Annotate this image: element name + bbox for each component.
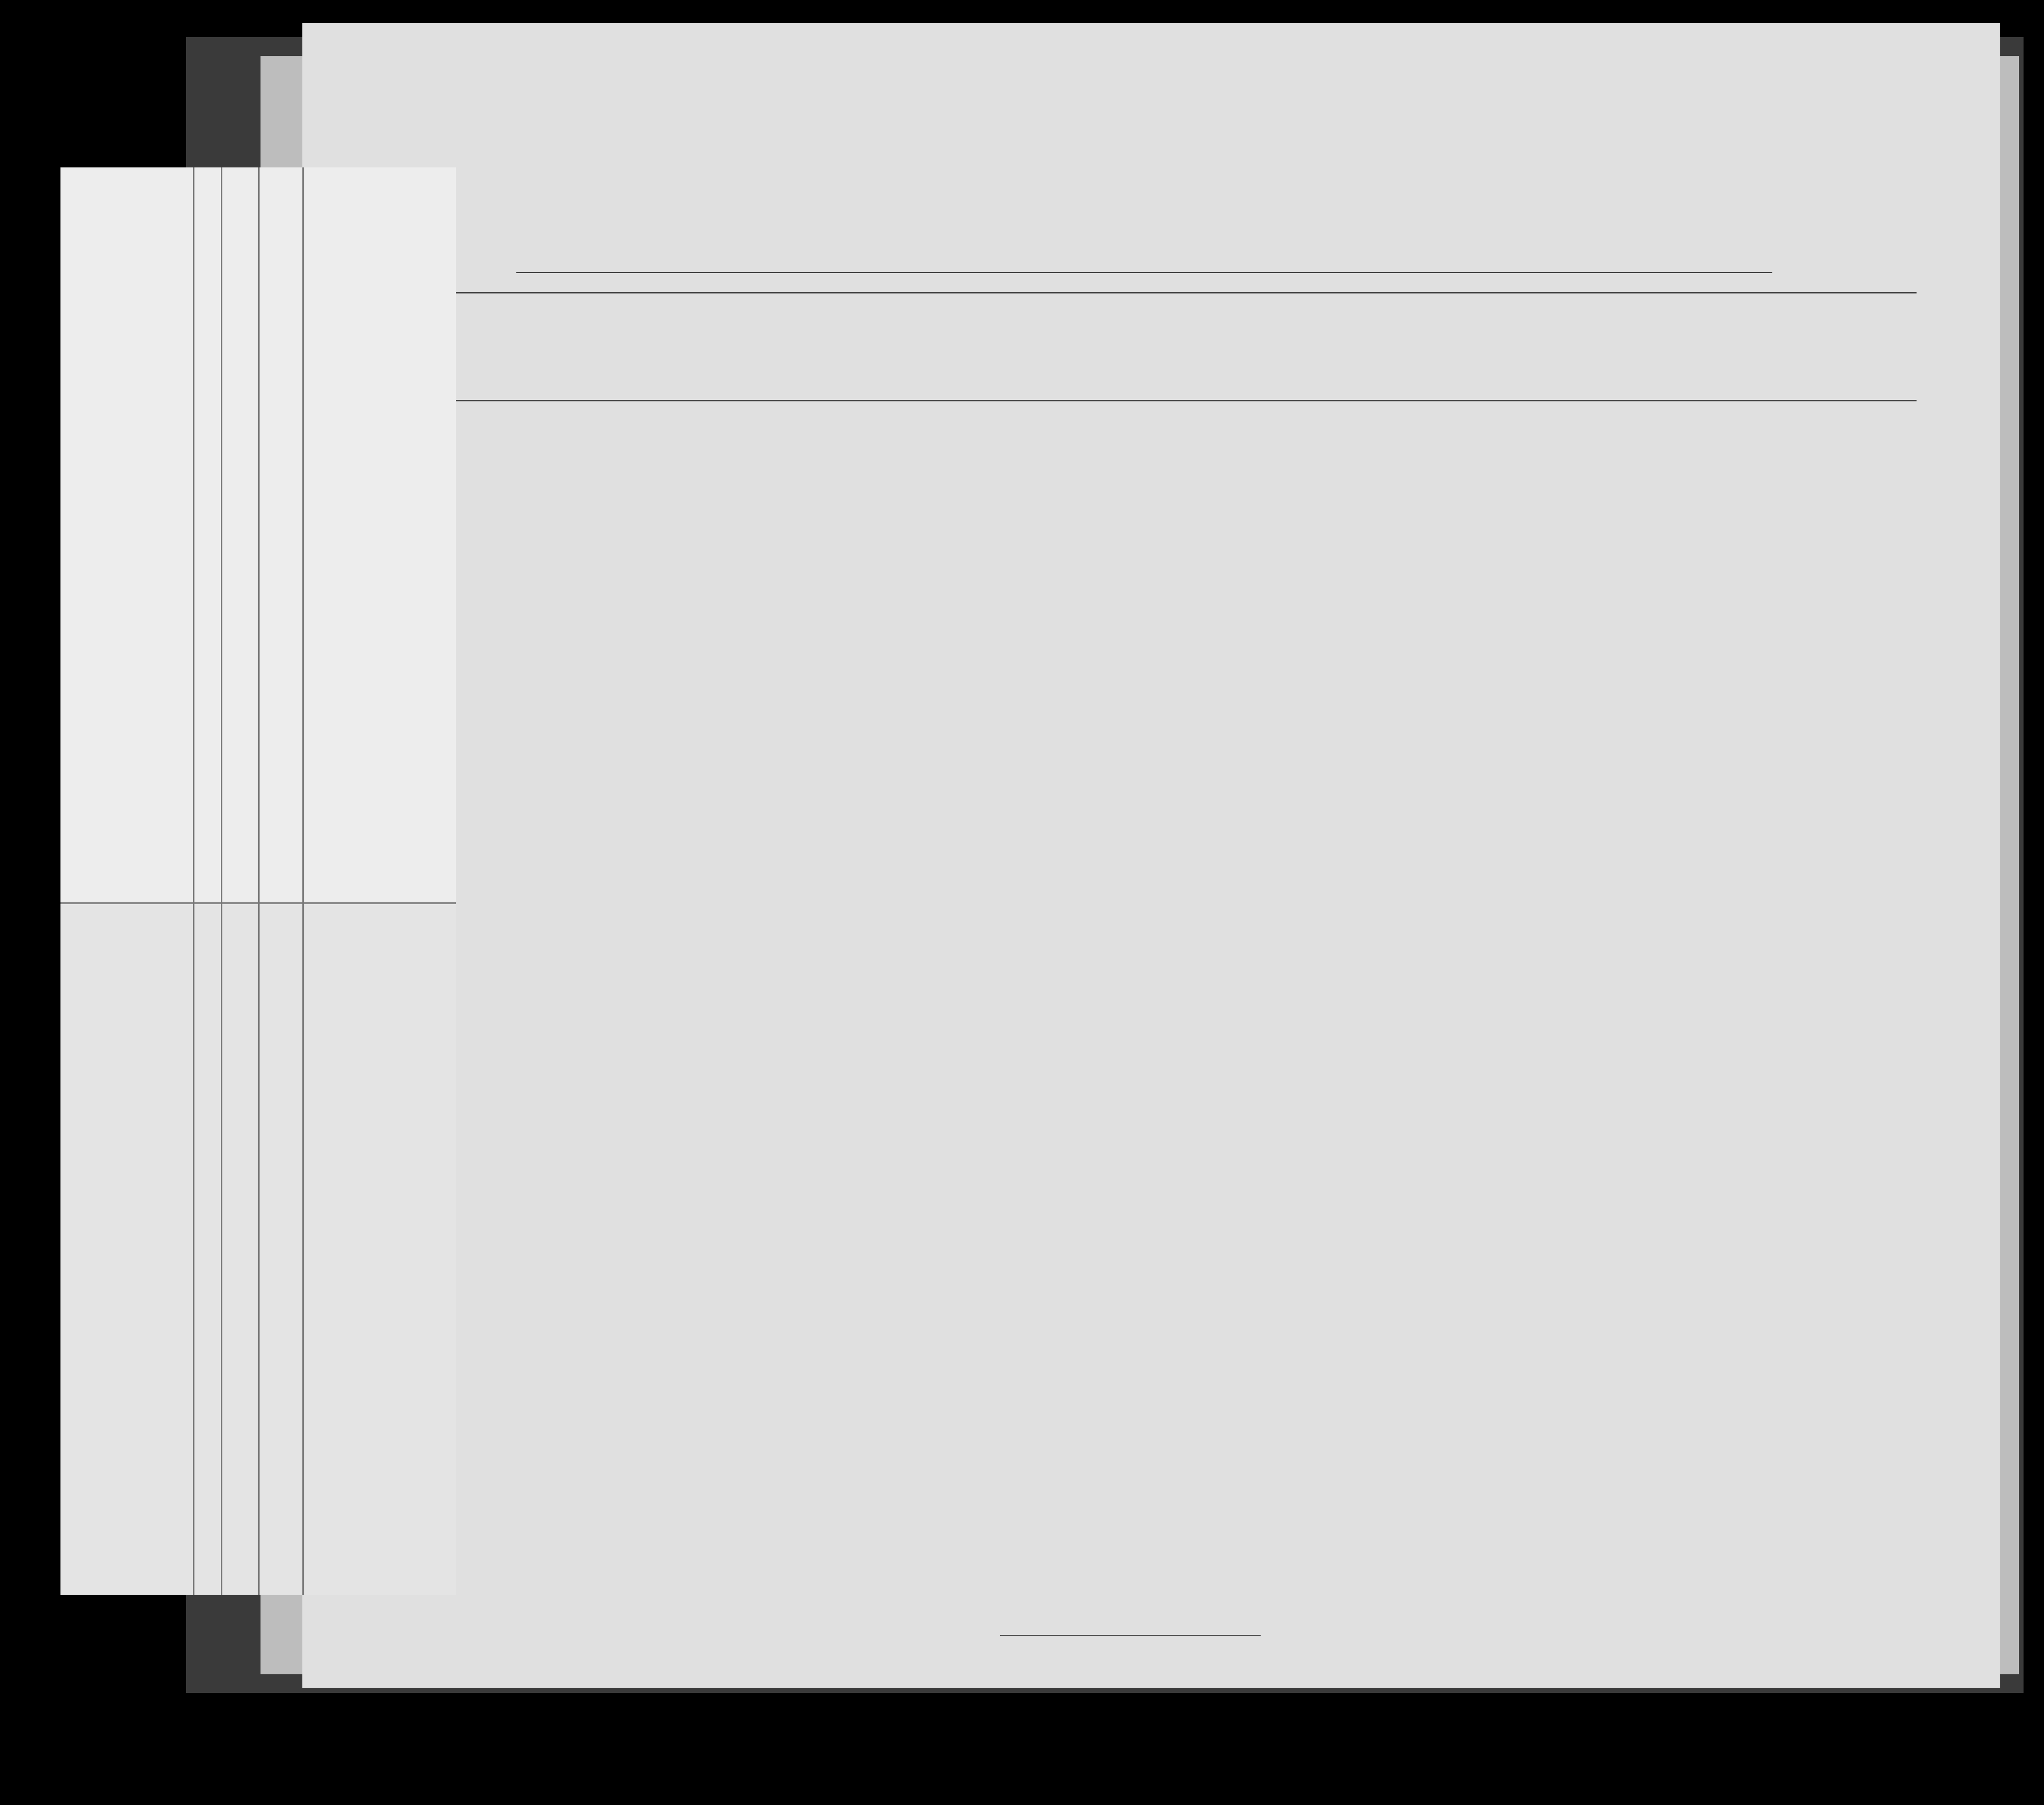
col-position xyxy=(894,309,999,319)
signature-line xyxy=(1000,1635,1261,1636)
vessel-underline xyxy=(516,272,1772,273)
col-physical-marks xyxy=(1647,307,1758,315)
col-sex xyxy=(1340,307,1381,326)
slip-col-line-4 xyxy=(302,167,304,1595)
slip-col-line-1 xyxy=(193,167,194,1595)
table-header-border xyxy=(447,400,1917,401)
col-name-header xyxy=(512,321,819,325)
col-shipped xyxy=(1000,307,1158,313)
col-weight xyxy=(1603,307,1645,326)
col-nationality xyxy=(1466,307,1557,326)
col-race xyxy=(1382,307,1465,326)
manifest-sheet xyxy=(302,23,2000,1688)
slip-col-line-2 xyxy=(221,167,222,1595)
slip-col-line-3 xyxy=(258,167,260,1595)
col-height xyxy=(1558,307,1603,326)
table-top-border xyxy=(447,292,1917,293)
col-age xyxy=(1289,307,1338,326)
